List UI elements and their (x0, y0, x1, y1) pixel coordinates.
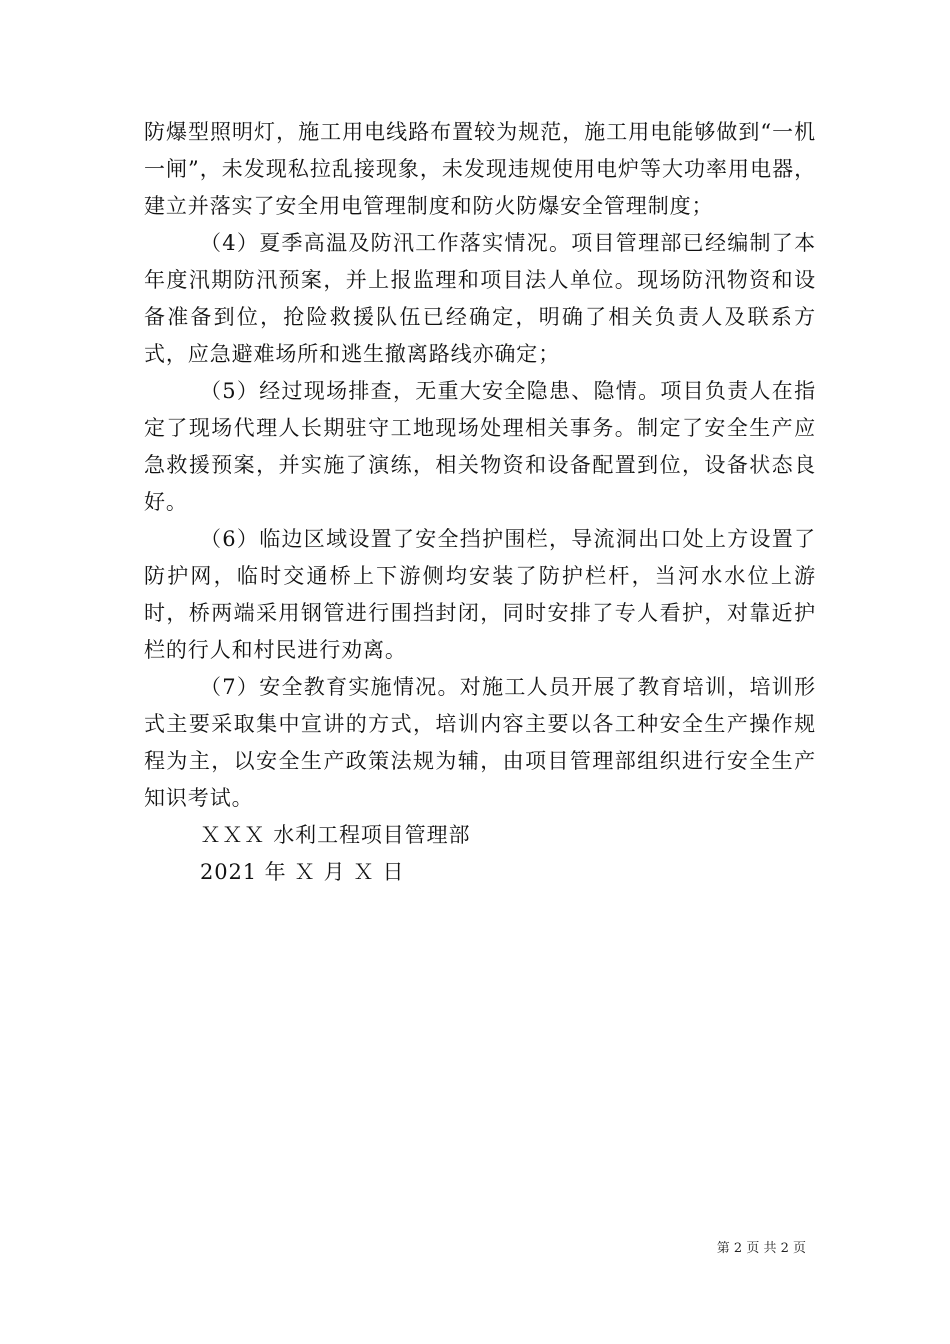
paragraph-item-5: （5）经过现场排查，无重大安全隐患、隐情。项目负责人在指定了现场代理人长期驻守工地现场处理相关事务。制定了安全生产应急救援预案，并实施了演练，相关物资和设备配置到位，设备状态良好。 (144, 379, 816, 514)
document-body (144, 114, 816, 891)
signature-date: 2021 年 Ｘ 月 Ｘ 日 (200, 860, 405, 884)
paragraph-item-7: （7）安全教育实施情况。对施工人员开展了教育培训，培训形式主要采取集中宣讲的方式，培训内容主要以各工种安全生产操作规程为主，以安全生产政策法规为辅，由项目管理部组织进行安全生产知识考试。 (144, 675, 816, 810)
paragraph-continuation: 防爆型照明灯，施工用电线路布置较为规范，施工用电能够做到“一机一闸”，未发现私拉乱接现象，未发现违规使用电炉等大功率用电器，建立并落实了安全用电管理制度和防火防爆安全管理制度； (144, 120, 816, 218)
paragraph-item-6: （6）临边区域设置了安全挡护围栏，导流洞出口处上方设置了防护网，临时交通桥上下游侧均安装了防护栏杆，当河水水位上游时，桥两端采用钢管进行围挡封闭，同时安排了专人看护，对靠近护栏的行人和村民进行劝离。 (144, 527, 816, 662)
signature-organization: ＸＸＸ 水利工程项目管理部 (200, 823, 471, 847)
page-number-footer: 第 2 页 共 2 页 (716, 1241, 806, 1256)
paragraph-item-4: （4）夏季高温及防汛工作落实情况。项目管理部已经编制了本年度汛期防汛预案，并上报监理和项目法人单位。现场防汛物资和设备准备到位，抢险救援队伍已经确定，明确了相关负责人及联系方式，应急避难场所和逃生撤离路线亦确定； (144, 231, 816, 366)
